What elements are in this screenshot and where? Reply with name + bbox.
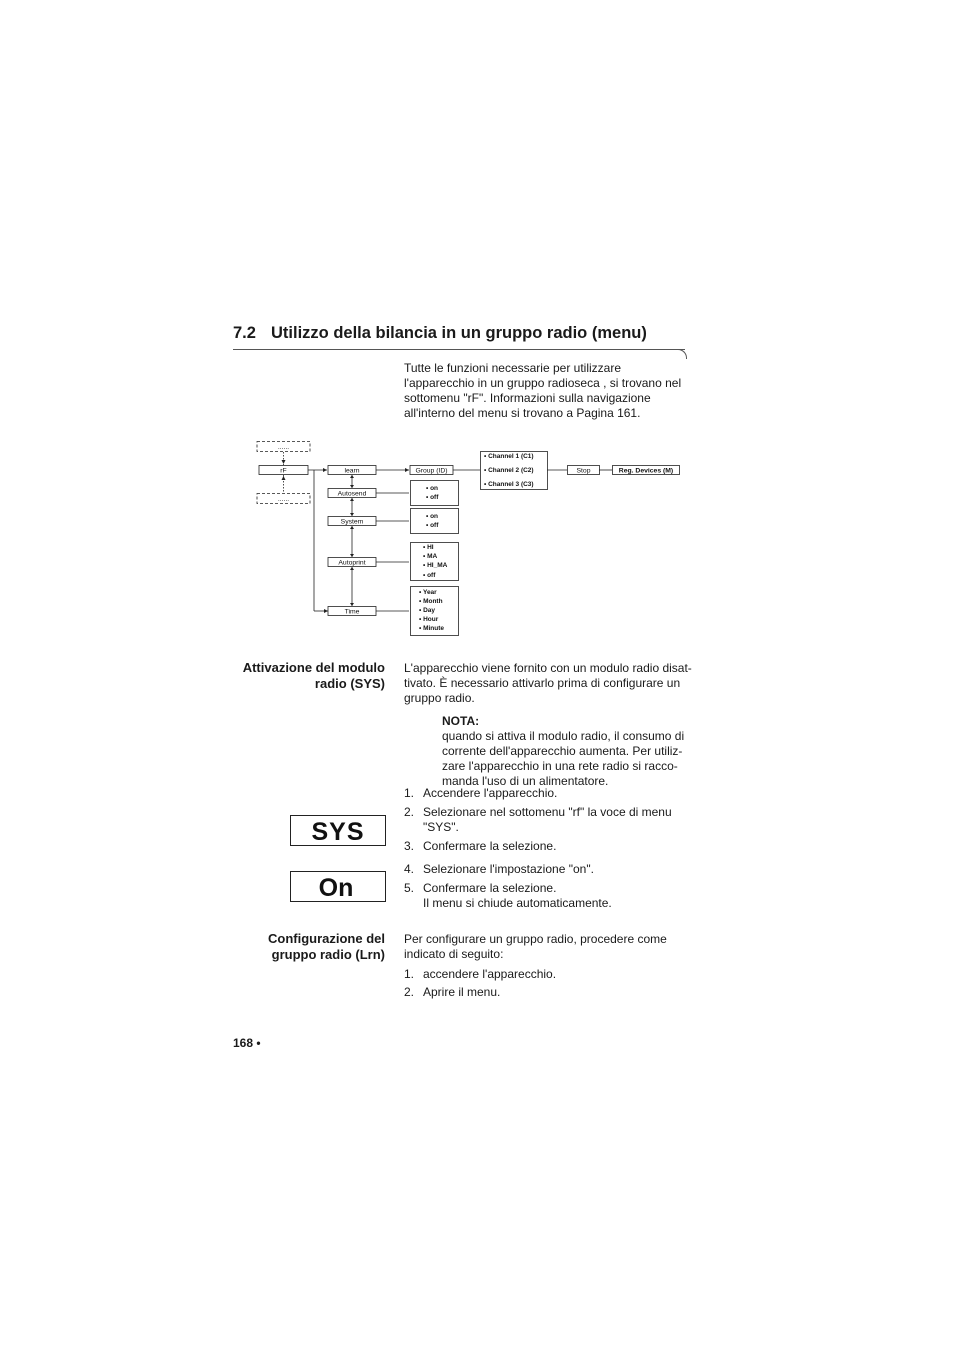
- configuration-para-line1: Per configurare un gruppo radio, procedere come: [404, 932, 667, 946]
- heading-rule: [233, 349, 685, 350]
- menu-tree-diagram: [250, 436, 690, 641]
- page-number: 168 •: [233, 1036, 261, 1050]
- lcd-sys-glyphs: [291, 816, 385, 845]
- svg-text:SYS: SYS: [311, 818, 365, 845]
- configuration-heading: [225, 931, 385, 963]
- note-line: quando si attiva il modulo radio, il consumo di: [442, 729, 685, 743]
- autosend-on: • on: [426, 485, 439, 492]
- activation-para-line2: tivato. È necessario attivarlo prima di configurare un: [404, 676, 681, 690]
- section-title: Utilizzo della bilancia in un gruppo radio (menu): [271, 324, 647, 342]
- note-line: corrente dell'apparecchio aumenta. Per utiliz-: [442, 744, 683, 758]
- note-line: manda l'uso di un alimentatore.: [442, 774, 609, 788]
- time-month: • Month: [419, 598, 443, 605]
- autoprint-off: • off: [423, 572, 436, 579]
- menu-item-learn: learn: [344, 467, 360, 475]
- svg-text:On: On: [318, 874, 354, 901]
- activation-heading: [225, 660, 385, 692]
- stop-label: Stop: [576, 467, 591, 475]
- group-id-label: Group (ID): [415, 467, 448, 475]
- autoprint-ma: • MA: [423, 553, 438, 560]
- heading-rule-corner: [676, 349, 687, 359]
- section-number: 7.2: [233, 324, 256, 342]
- lcd-display-on: [290, 871, 386, 902]
- time-hour: • Hour: [419, 616, 439, 623]
- time-year: • Year: [419, 589, 437, 596]
- activation-heading-line2: radio (SYS): [314, 676, 385, 691]
- activation-step-1: 1. Accendere l'apparecchio.: [404, 786, 558, 800]
- activation-para-line1: L'apparecchio viene fornito con un modulo radio disat-: [404, 661, 692, 675]
- note-line: zare l'apparecchio in una rete radio si racco-: [442, 759, 678, 773]
- note-label: NOTA:: [442, 714, 480, 728]
- activation-paragraph: [404, 661, 694, 706]
- dots-top-label: ......: [277, 444, 290, 451]
- activation-step-5: 5. Confermare la selezione. Il menu si chiude automaticamente.: [404, 881, 612, 910]
- menu-item-autosend: Autosend: [337, 490, 367, 498]
- activation-step-3: 3. Confermare la selezione.: [404, 839, 557, 853]
- menu-item-time: Time: [344, 608, 360, 616]
- configuration-paragraph: [404, 932, 694, 962]
- lcd-on-glyphs: [291, 872, 385, 901]
- lcd-display-sys: [290, 815, 386, 846]
- channel-3: • Channel 3 (C3): [484, 481, 534, 488]
- autosend-off: • off: [426, 494, 439, 501]
- system-off: • off: [426, 522, 439, 529]
- time-day: • Day: [419, 607, 436, 614]
- activation-step-4: 4. Selezionare l'impostazione "on".: [404, 862, 594, 876]
- configuration-heading-line2: gruppo radio (Lrn): [271, 947, 385, 962]
- note-block: [442, 714, 692, 789]
- time-minute: • Minute: [419, 625, 445, 632]
- activation-step-2: 2. Selezionare nel sottomenu "rf" la voce di menu "SYS".: [404, 805, 672, 834]
- autoprint-hi-ma: • HI_MA: [423, 562, 448, 569]
- menu-item-autoprint: Autoprint: [338, 559, 366, 567]
- intro-paragraph: Tutte le funzioni necessarie per utilizzare l'apparecchio in un gruppo radioseca , si trovano nel sottomenu "rF". Informazioni sulla navigazione all'interno del menu si trovano a Pagina 161.: [404, 361, 682, 420]
- activation-heading-line1: Attivazione del modulo: [242, 660, 385, 675]
- rf-label: rF: [280, 467, 287, 475]
- section-heading: [233, 324, 647, 343]
- autoprint-hi: • HI: [423, 544, 434, 551]
- channel-1: • Channel 1 (C1): [484, 453, 534, 460]
- menu-item-system: System: [340, 518, 364, 526]
- dots-bottom-label: ......: [277, 496, 290, 503]
- reg-devices-label: Reg. Devices (M): [618, 467, 674, 475]
- configuration-para-line2: indicato di seguito:: [404, 947, 504, 961]
- activation-para-line3: gruppo radio.: [404, 691, 475, 705]
- system-on: • on: [426, 513, 439, 520]
- channel-2: • Channel 2 (C2): [484, 467, 534, 474]
- configuration-step-2: 2. Aprire il menu.: [404, 985, 501, 999]
- configuration-step-1: 1. accendere l'apparecchio.: [404, 967, 557, 981]
- configuration-heading-line1: Configurazione del: [268, 931, 385, 946]
